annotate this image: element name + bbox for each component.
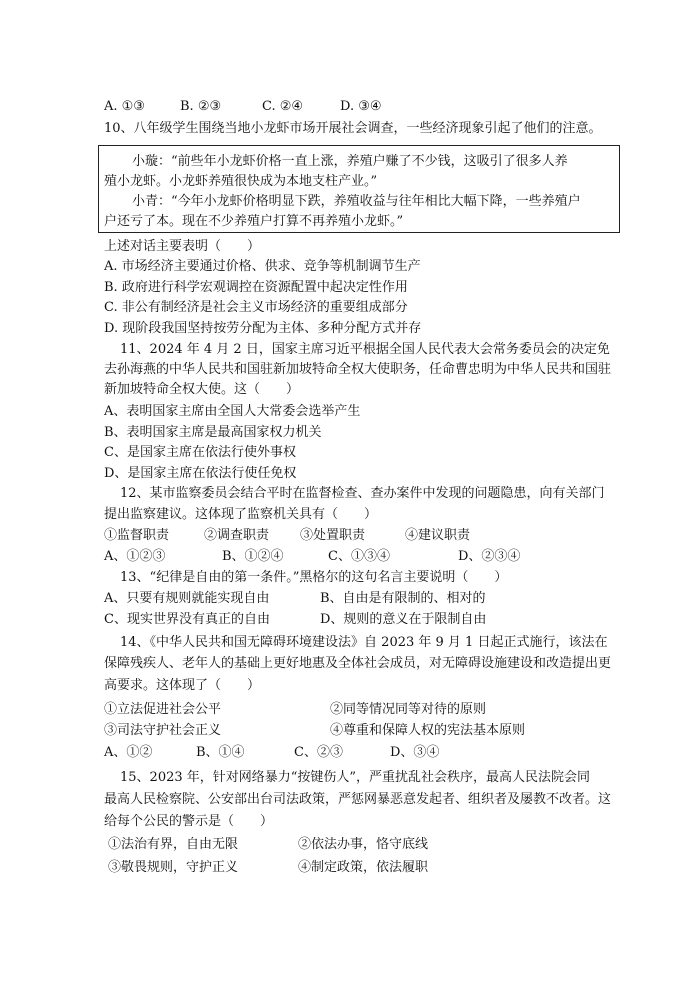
q14-stem-line-2: 保障残疾人、老年人的基础上更好地惠及全体社会成员，对无障碍设施建设和改造提出更 — [104, 656, 612, 671]
q11-stem-line-2: 去孙海燕的中华人民共和国驻新加坡特命全权大使职务，任命曹忠明为中华人民共和国驻 — [104, 362, 612, 377]
q13-option-c: C、现实世界没有真正的自由 — [104, 612, 270, 627]
q10-box-line-3: 小青：“今年小龙虾价格明显下跌，养殖收益与往年相比大幅下降，一些养殖户 — [132, 194, 581, 209]
q9-option-c: C. ②④ — [262, 99, 304, 114]
q12-item-2: ②调查职责 — [204, 528, 270, 543]
q10-option-d: D. 现阶段我国坚持按劳分配为主体、多种分配方式并存 — [104, 321, 422, 336]
q12-item-4: ④建议职责 — [405, 528, 471, 543]
q11-option-c: C、是国家主席在依法行使外事权 — [104, 445, 296, 460]
q14-item-4: ④尊重和保障人权的宪法基本原则 — [330, 723, 526, 738]
q13-stem: 13、“纪律是自由的第一条件。”黑格尔的这句名言主要说明（ ） — [120, 570, 508, 585]
q14-item-3: ③司法守护社会正义 — [104, 723, 222, 738]
q14-option-b: B、①④ — [196, 745, 245, 760]
q10-box-line-2: 殖小龙虾。小龙虾养殖很快成为本地支柱产业。” — [104, 174, 378, 189]
q12-stem-line-2: 提出监察建议。这体现了监察机关具有（ ） — [104, 507, 378, 522]
q9-option-a: A. ①③ — [104, 99, 145, 114]
q15-item-4: ④制定政策，依法履职 — [298, 860, 429, 875]
q14-option-a: A、①② — [104, 745, 153, 760]
q10-prompt: 上述对话主要表明（ ） — [104, 239, 261, 254]
q13-option-a: A、只要有规则就能实现自由 — [104, 591, 270, 606]
q10-option-c: C. 非公有制经济是社会主义市场经济的重要组成部分 — [104, 300, 408, 315]
q15-item-3: ③敬畏规则，守护正义 — [108, 860, 239, 875]
q11-stem-line-1: 11、2024 年 4 月 2 日，国家主席习近平根据全国人民代表大会常务委员会的决定免 — [120, 342, 610, 357]
q14-option-d: D、③④ — [390, 745, 440, 760]
q15-item-1: ①法治有界，自由无限 — [108, 837, 239, 852]
q11-option-d: D、是国家主席在依法行使任免权 — [104, 466, 297, 481]
q12-option-a: A、①②③ — [104, 549, 166, 564]
q11-option-a: A、表明国家主席由全国人大常委会选举产生 — [104, 404, 361, 419]
q11-stem-line-3: 新加坡特命全权大使。这（ ） — [104, 382, 300, 397]
q12-option-b: B、①②④ — [222, 549, 284, 564]
q12-option-d: D、②③④ — [458, 549, 521, 564]
q12-option-c: C、①③④ — [328, 549, 390, 564]
q9-option-b: B. ②③ — [180, 99, 222, 114]
q15-stem-line-2: 最高人民检察院、公安部出台司法政策，严惩网暴恶意发起者、组织者及屡教不改者。这 — [104, 792, 612, 807]
q12-stem-line-1: 12、某市监察委员会结合平时在监督检查、查办案件中发现的问题隐患，向有关部门 — [120, 486, 605, 501]
q14-stem-line-3: 高要求。这体现了（ ） — [104, 678, 261, 693]
q12-item-1: ①监督职责 — [104, 528, 170, 543]
q12-item-3: ③处置职责 — [300, 528, 366, 543]
q10-box-line-4: 户还亏了本。现在不少养殖户打算不再养殖小龙虾。” — [104, 214, 404, 229]
q15-stem-line-3: 给每个公民的警示是（ ） — [104, 814, 274, 829]
q14-option-c: C、②③ — [294, 745, 343, 760]
q13-option-b: B、自由是有限制的、相对的 — [320, 591, 486, 606]
q15-item-2: ②依法办事，恪守底线 — [298, 837, 429, 852]
q14-item-2: ②同等情况同等对待的原则 — [330, 702, 487, 717]
q10-option-a: A. 市场经济主要通过价格、供求、竞争等机制调节生产 — [104, 259, 421, 274]
q10-box-line-1: 小璇：“前些年小龙虾价格一直上涨，养殖户赚了不少钱，这吸引了很多人养 — [132, 154, 568, 169]
q9-option-d: D. ③④ — [340, 99, 382, 114]
q14-item-1: ①立法促进社会公平 — [104, 702, 222, 717]
q10-option-b: B. 政府进行科学宏观调控在资源配置中起决定性作用 — [104, 280, 408, 295]
q11-option-b: B、表明国家主席是最高国家权力机关 — [104, 425, 322, 440]
q15-stem-line-1: 15、2023 年，针对网络暴力“按键伤人”，严重扰乱社会秩序，最高人民法院会同 — [120, 770, 591, 785]
q10-stem: 10、八年级学生围绕当地小龙虾市场开展社会调查，一些经济现象引起了他们的注意。 — [104, 121, 602, 136]
q13-option-d: D、规则的意义在于限制自由 — [320, 612, 487, 627]
q14-stem-line-1: 14、《中华人民共和国无障碍环境建设法》自 2023 年 9 月 1 日起正式施行，该法在 — [120, 635, 608, 650]
